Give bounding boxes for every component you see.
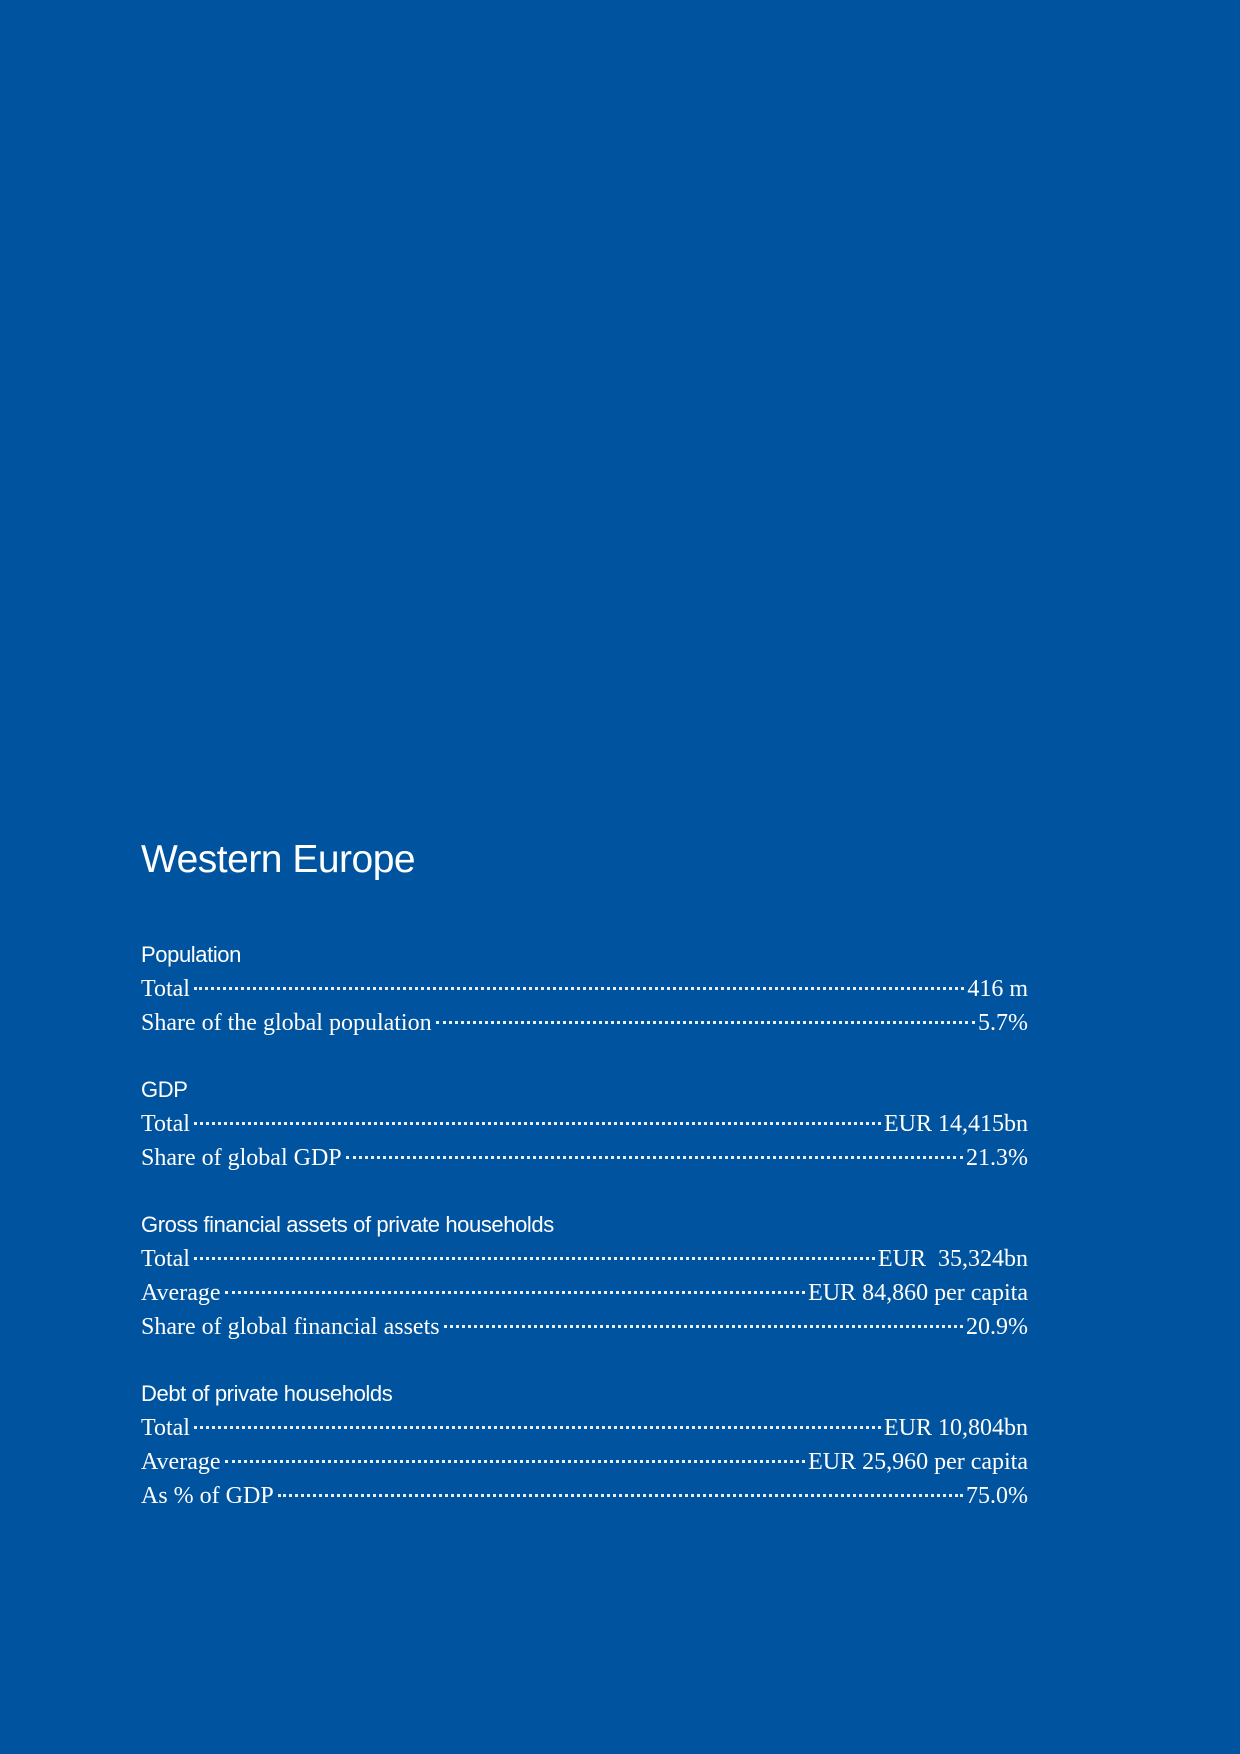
row-value: EUR 10,804bn: [884, 1415, 1028, 1441]
row-label: Total: [141, 1246, 190, 1272]
section-gdp: [141, 1073, 1028, 1175]
row-value: 21.3%: [966, 1145, 1028, 1171]
dot-leader: [444, 1325, 963, 1328]
dot-leader: [194, 1122, 881, 1125]
row-label: Share of global GDP: [141, 1145, 342, 1171]
dot-leader: [225, 1291, 806, 1294]
data-row: [141, 1006, 1028, 1040]
data-row: [141, 1310, 1028, 1344]
dot-leader: [346, 1156, 963, 1159]
data-row: [141, 1276, 1028, 1310]
row-value: EUR 14,415bn: [884, 1111, 1028, 1137]
section-gross-financial-assets: [141, 1208, 1028, 1344]
row-value: 5.7%: [978, 1010, 1028, 1036]
data-row: [141, 1242, 1028, 1276]
row-label: As % of GDP: [141, 1483, 274, 1509]
data-row: [141, 1445, 1028, 1479]
row-label: Total: [141, 1111, 190, 1137]
row-value: EUR 84,860 per capita: [808, 1280, 1028, 1306]
data-row: [141, 1479, 1028, 1513]
row-label: Total: [141, 1415, 190, 1441]
dot-leader: [194, 1426, 881, 1429]
data-row: [141, 1107, 1028, 1141]
row-label: Average: [141, 1280, 221, 1306]
row-label: Share of the global population: [141, 1010, 432, 1036]
data-row: [141, 972, 1028, 1006]
section-heading: Gross financial assets of private households: [141, 1212, 554, 1237]
row-value: 416 m: [967, 976, 1028, 1002]
row-value: EUR 35,324bn: [878, 1246, 1028, 1272]
section-heading: GDP: [141, 1077, 188, 1102]
row-label: Average: [141, 1449, 221, 1475]
page-title: Western Europe: [141, 838, 416, 881]
region-fact-sheet: [141, 832, 1028, 1546]
dot-leader: [225, 1460, 806, 1463]
dot-leader: [194, 1257, 875, 1260]
row-value: EUR 25,960 per capita: [808, 1449, 1028, 1475]
dot-leader: [436, 1021, 975, 1024]
row-value: 20.9%: [966, 1314, 1028, 1340]
data-row: [141, 1411, 1028, 1445]
row-label: Total: [141, 976, 190, 1002]
section-population: [141, 938, 1028, 1040]
dot-leader: [278, 1494, 963, 1497]
section-debt-private-households: [141, 1377, 1028, 1513]
section-heading: Population: [141, 942, 241, 967]
row-label: Share of global financial assets: [141, 1314, 440, 1340]
section-heading: Debt of private households: [141, 1381, 393, 1406]
data-row: [141, 1141, 1028, 1175]
dot-leader: [194, 987, 964, 990]
row-value: 75.0%: [966, 1483, 1028, 1509]
